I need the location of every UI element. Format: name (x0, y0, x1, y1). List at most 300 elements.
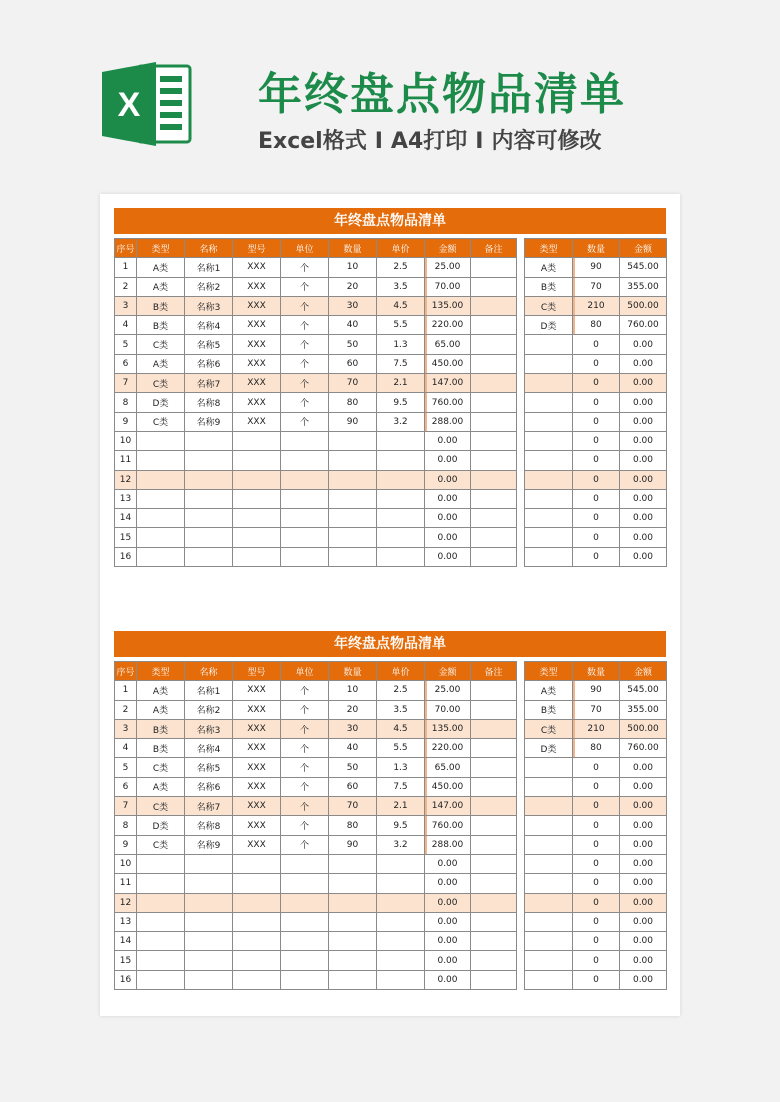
col-price-cell[interactable]: 5.5 (377, 739, 425, 758)
summary-qty-cell[interactable]: 0 (573, 335, 620, 354)
col-name-cell[interactable] (185, 470, 233, 489)
col-no-cell[interactable]: 10 (115, 854, 137, 873)
col-unit-cell[interactable]: 个 (281, 719, 329, 738)
col-amount-cell[interactable]: 65.00 (425, 335, 471, 354)
summary-qty-cell[interactable]: 0 (573, 893, 620, 912)
col-name-cell[interactable]: 名称9 (185, 412, 233, 431)
summary-type-cell[interactable] (525, 777, 573, 796)
col-type-cell[interactable] (137, 893, 185, 912)
summary-amount-cell[interactable]: 0.00 (620, 335, 667, 354)
col-no-cell[interactable]: 3 (115, 719, 137, 738)
col-name-cell[interactable]: 名称2 (185, 277, 233, 296)
col-qty-cell[interactable]: 60 (329, 777, 377, 796)
col-price-cell[interactable] (377, 874, 425, 893)
summary-amount-cell[interactable]: 0.00 (620, 354, 667, 373)
col-note-cell[interactable] (471, 893, 517, 912)
col-no-cell[interactable]: 4 (115, 739, 137, 758)
col-note-cell[interactable] (471, 816, 517, 835)
col-price-cell[interactable]: 9.5 (377, 816, 425, 835)
col-name-cell[interactable] (185, 528, 233, 547)
col-type-cell[interactable]: A类 (137, 354, 185, 373)
summary-amount-cell[interactable]: 0.00 (620, 932, 667, 951)
col-unit-cell[interactable] (281, 470, 329, 489)
col-qty-cell[interactable]: 10 (329, 258, 377, 277)
summary-amount-cell[interactable]: 0.00 (620, 528, 667, 547)
col-name-cell[interactable] (185, 489, 233, 508)
col-name-cell[interactable]: 名称8 (185, 393, 233, 412)
summary-amount-cell[interactable]: 0.00 (620, 758, 667, 777)
col-name-cell[interactable]: 名称7 (185, 797, 233, 816)
col-price-cell[interactable] (377, 951, 425, 970)
summary-qty-cell[interactable]: 0 (573, 354, 620, 373)
col-name-cell[interactable] (185, 854, 233, 873)
col-name-cell[interactable] (185, 431, 233, 450)
col-unit-cell[interactable] (281, 528, 329, 547)
summary-type-cell[interactable] (525, 816, 573, 835)
col-note-cell[interactable] (471, 431, 517, 450)
col-unit-cell[interactable]: 个 (281, 393, 329, 412)
col-amount-cell[interactable]: 0.00 (425, 951, 471, 970)
col-qty-cell[interactable] (329, 951, 377, 970)
col-unit-cell[interactable] (281, 951, 329, 970)
col-price-cell[interactable]: 3.2 (377, 835, 425, 854)
col-amount-cell[interactable]: 0.00 (425, 431, 471, 450)
summary-type-cell[interactable] (525, 451, 573, 470)
col-amount-cell[interactable]: 135.00 (425, 719, 471, 738)
col-note-cell[interactable] (471, 970, 517, 989)
col-price-cell[interactable] (377, 451, 425, 470)
col-unit-cell[interactable] (281, 893, 329, 912)
col-unit-cell[interactable]: 个 (281, 816, 329, 835)
col-name-cell[interactable]: 名称4 (185, 316, 233, 335)
col-type-cell[interactable]: A类 (137, 258, 185, 277)
col-model-cell[interactable]: XXX (233, 739, 281, 758)
col-type-cell[interactable]: C类 (137, 797, 185, 816)
col-type-cell[interactable]: A类 (137, 681, 185, 700)
col-amount-cell[interactable]: 220.00 (425, 739, 471, 758)
col-price-cell[interactable]: 3.2 (377, 412, 425, 431)
col-model-cell[interactable]: XXX (233, 412, 281, 431)
col-type-cell[interactable]: C类 (137, 374, 185, 393)
col-amount-cell[interactable]: 0.00 (425, 854, 471, 873)
summary-qty-cell[interactable]: 90 (573, 258, 620, 277)
col-model-cell[interactable]: XXX (233, 316, 281, 335)
col-note-cell[interactable] (471, 835, 517, 854)
col-no-cell[interactable]: 9 (115, 412, 137, 431)
col-unit-cell[interactable] (281, 912, 329, 931)
col-price-cell[interactable] (377, 854, 425, 873)
col-name-cell[interactable]: 名称3 (185, 296, 233, 315)
col-model-cell[interactable] (233, 893, 281, 912)
col-price-cell[interactable]: 7.5 (377, 777, 425, 796)
col-no-cell[interactable]: 15 (115, 951, 137, 970)
col-type-cell[interactable] (137, 970, 185, 989)
summary-type-cell[interactable] (525, 335, 573, 354)
col-type-cell[interactable]: D类 (137, 393, 185, 412)
summary-qty-cell[interactable]: 0 (573, 932, 620, 951)
col-type-cell[interactable] (137, 874, 185, 893)
summary-amount-cell[interactable]: 545.00 (620, 258, 667, 277)
col-qty-cell[interactable] (329, 932, 377, 951)
summary-qty-cell[interactable]: 0 (573, 489, 620, 508)
col-price-cell[interactable] (377, 509, 425, 528)
col-model-cell[interactable]: XXX (233, 816, 281, 835)
col-name-cell[interactable] (185, 932, 233, 951)
summary-type-cell[interactable] (525, 970, 573, 989)
summary-amount-cell[interactable]: 0.00 (620, 835, 667, 854)
col-type-cell[interactable]: B类 (137, 739, 185, 758)
col-name-cell[interactable] (185, 874, 233, 893)
col-name-cell[interactable]: 名称4 (185, 739, 233, 758)
col-model-cell[interactable] (233, 431, 281, 450)
summary-type-cell[interactable] (525, 758, 573, 777)
summary-amount-cell[interactable]: 355.00 (620, 277, 667, 296)
col-type-cell[interactable]: A类 (137, 777, 185, 796)
col-name-cell[interactable] (185, 970, 233, 989)
col-note-cell[interactable] (471, 874, 517, 893)
col-unit-cell[interactable] (281, 854, 329, 873)
summary-type-cell[interactable]: B类 (525, 700, 573, 719)
summary-amount-cell[interactable]: 760.00 (620, 316, 667, 335)
col-note-cell[interactable] (471, 681, 517, 700)
summary-type-cell[interactable] (525, 509, 573, 528)
col-unit-cell[interactable] (281, 509, 329, 528)
col-qty-cell[interactable] (329, 528, 377, 547)
col-name-cell[interactable]: 名称7 (185, 374, 233, 393)
col-qty-cell[interactable]: 30 (329, 719, 377, 738)
summary-type-cell[interactable]: A类 (525, 258, 573, 277)
summary-type-cell[interactable] (525, 489, 573, 508)
col-model-cell[interactable]: XXX (233, 719, 281, 738)
col-note-cell[interactable] (471, 489, 517, 508)
col-unit-cell[interactable]: 个 (281, 335, 329, 354)
col-note-cell[interactable] (471, 354, 517, 373)
col-unit-cell[interactable]: 个 (281, 412, 329, 431)
col-price-cell[interactable]: 2.1 (377, 797, 425, 816)
col-qty-cell[interactable]: 50 (329, 335, 377, 354)
col-name-cell[interactable]: 名称6 (185, 777, 233, 796)
col-model-cell[interactable] (233, 451, 281, 470)
summary-type-cell[interactable] (525, 951, 573, 970)
summary-qty-cell[interactable]: 0 (573, 874, 620, 893)
col-price-cell[interactable] (377, 912, 425, 931)
col-amount-cell[interactable]: 0.00 (425, 970, 471, 989)
col-amount-cell[interactable]: 760.00 (425, 393, 471, 412)
col-note-cell[interactable] (471, 777, 517, 796)
col-no-cell[interactable]: 16 (115, 970, 137, 989)
summary-type-cell[interactable] (525, 528, 573, 547)
col-model-cell[interactable]: XXX (233, 258, 281, 277)
col-no-cell[interactable]: 13 (115, 489, 137, 508)
col-no-cell[interactable]: 15 (115, 528, 137, 547)
col-model-cell[interactable]: XXX (233, 374, 281, 393)
col-no-cell[interactable]: 6 (115, 354, 137, 373)
col-qty-cell[interactable]: 10 (329, 681, 377, 700)
col-amount-cell[interactable]: 25.00 (425, 258, 471, 277)
col-type-cell[interactable]: C类 (137, 835, 185, 854)
col-model-cell[interactable] (233, 509, 281, 528)
col-no-cell[interactable]: 1 (115, 258, 137, 277)
col-name-cell[interactable]: 名称5 (185, 758, 233, 777)
col-amount-cell[interactable]: 147.00 (425, 374, 471, 393)
col-unit-cell[interactable]: 个 (281, 700, 329, 719)
col-unit-cell[interactable]: 个 (281, 374, 329, 393)
summary-type-cell[interactable] (525, 547, 573, 566)
summary-amount-cell[interactable]: 500.00 (620, 296, 667, 315)
col-amount-cell[interactable]: 135.00 (425, 296, 471, 315)
summary-amount-cell[interactable]: 0.00 (620, 431, 667, 450)
col-price-cell[interactable] (377, 489, 425, 508)
col-unit-cell[interactable] (281, 489, 329, 508)
col-qty-cell[interactable]: 70 (329, 374, 377, 393)
summary-type-cell[interactable]: A类 (525, 681, 573, 700)
col-amount-cell[interactable]: 0.00 (425, 893, 471, 912)
col-unit-cell[interactable] (281, 451, 329, 470)
col-name-cell[interactable]: 名称5 (185, 335, 233, 354)
summary-qty-cell[interactable]: 70 (573, 700, 620, 719)
summary-type-cell[interactable] (525, 932, 573, 951)
col-note-cell[interactable] (471, 951, 517, 970)
col-model-cell[interactable] (233, 470, 281, 489)
col-name-cell[interactable] (185, 509, 233, 528)
col-model-cell[interactable] (233, 854, 281, 873)
summary-qty-cell[interactable]: 80 (573, 316, 620, 335)
summary-type-cell[interactable]: C类 (525, 296, 573, 315)
summary-type-cell[interactable] (525, 912, 573, 931)
summary-amount-cell[interactable]: 0.00 (620, 489, 667, 508)
col-type-cell[interactable] (137, 932, 185, 951)
summary-qty-cell[interactable]: 0 (573, 854, 620, 873)
col-amount-cell[interactable]: 0.00 (425, 451, 471, 470)
summary-type-cell[interactable] (525, 354, 573, 373)
col-amount-cell[interactable]: 450.00 (425, 354, 471, 373)
col-name-cell[interactable]: 名称3 (185, 719, 233, 738)
col-amount-cell[interactable]: 288.00 (425, 412, 471, 431)
col-no-cell[interactable]: 6 (115, 777, 137, 796)
col-type-cell[interactable]: B类 (137, 316, 185, 335)
summary-amount-cell[interactable]: 0.00 (620, 374, 667, 393)
summary-amount-cell[interactable]: 0.00 (620, 393, 667, 412)
col-no-cell[interactable]: 16 (115, 547, 137, 566)
col-amount-cell[interactable]: 70.00 (425, 277, 471, 296)
col-model-cell[interactable] (233, 951, 281, 970)
summary-type-cell[interactable] (525, 854, 573, 873)
col-type-cell[interactable] (137, 509, 185, 528)
col-amount-cell[interactable]: 0.00 (425, 932, 471, 951)
col-type-cell[interactable] (137, 431, 185, 450)
col-amount-cell[interactable]: 288.00 (425, 835, 471, 854)
col-no-cell[interactable]: 1 (115, 681, 137, 700)
col-type-cell[interactable] (137, 547, 185, 566)
col-unit-cell[interactable]: 个 (281, 277, 329, 296)
summary-amount-cell[interactable]: 355.00 (620, 700, 667, 719)
col-type-cell[interactable] (137, 489, 185, 508)
col-price-cell[interactable]: 4.5 (377, 719, 425, 738)
col-note-cell[interactable] (471, 700, 517, 719)
col-amount-cell[interactable]: 0.00 (425, 509, 471, 528)
col-price-cell[interactable]: 3.5 (377, 700, 425, 719)
col-model-cell[interactable] (233, 489, 281, 508)
col-qty-cell[interactable] (329, 431, 377, 450)
summary-type-cell[interactable] (525, 431, 573, 450)
summary-type-cell[interactable] (525, 470, 573, 489)
summary-amount-cell[interactable]: 0.00 (620, 816, 667, 835)
col-name-cell[interactable] (185, 951, 233, 970)
col-price-cell[interactable]: 2.5 (377, 681, 425, 700)
col-qty-cell[interactable] (329, 912, 377, 931)
col-no-cell[interactable]: 5 (115, 758, 137, 777)
col-amount-cell[interactable]: 147.00 (425, 797, 471, 816)
col-no-cell[interactable]: 12 (115, 893, 137, 912)
col-amount-cell[interactable]: 220.00 (425, 316, 471, 335)
col-price-cell[interactable]: 1.3 (377, 758, 425, 777)
col-qty-cell[interactable]: 90 (329, 835, 377, 854)
col-no-cell[interactable]: 8 (115, 393, 137, 412)
col-price-cell[interactable] (377, 893, 425, 912)
col-type-cell[interactable]: C类 (137, 335, 185, 354)
col-unit-cell[interactable]: 个 (281, 354, 329, 373)
summary-amount-cell[interactable]: 760.00 (620, 739, 667, 758)
col-qty-cell[interactable]: 70 (329, 797, 377, 816)
col-model-cell[interactable]: XXX (233, 681, 281, 700)
col-amount-cell[interactable]: 70.00 (425, 700, 471, 719)
col-qty-cell[interactable]: 40 (329, 739, 377, 758)
col-model-cell[interactable]: XXX (233, 777, 281, 796)
col-price-cell[interactable]: 7.5 (377, 354, 425, 373)
col-amount-cell[interactable]: 0.00 (425, 470, 471, 489)
summary-qty-cell[interactable]: 70 (573, 277, 620, 296)
summary-qty-cell[interactable]: 0 (573, 509, 620, 528)
col-name-cell[interactable]: 名称8 (185, 816, 233, 835)
summary-amount-cell[interactable]: 0.00 (620, 777, 667, 796)
summary-qty-cell[interactable]: 90 (573, 681, 620, 700)
col-model-cell[interactable]: XXX (233, 296, 281, 315)
col-type-cell[interactable]: A类 (137, 700, 185, 719)
col-no-cell[interactable]: 12 (115, 470, 137, 489)
summary-type-cell[interactable]: D类 (525, 739, 573, 758)
summary-qty-cell[interactable]: 0 (573, 374, 620, 393)
col-type-cell[interactable]: C类 (137, 412, 185, 431)
col-unit-cell[interactable]: 个 (281, 797, 329, 816)
col-model-cell[interactable]: XXX (233, 354, 281, 373)
col-price-cell[interactable] (377, 528, 425, 547)
col-unit-cell[interactable] (281, 932, 329, 951)
summary-qty-cell[interactable]: 0 (573, 797, 620, 816)
summary-type-cell[interactable] (525, 393, 573, 412)
summary-type-cell[interactable] (525, 374, 573, 393)
col-note-cell[interactable] (471, 932, 517, 951)
summary-qty-cell[interactable]: 0 (573, 777, 620, 796)
col-unit-cell[interactable]: 个 (281, 777, 329, 796)
summary-type-cell[interactable] (525, 412, 573, 431)
col-name-cell[interactable]: 名称6 (185, 354, 233, 373)
col-no-cell[interactable]: 14 (115, 509, 137, 528)
col-price-cell[interactable] (377, 970, 425, 989)
col-no-cell[interactable]: 4 (115, 316, 137, 335)
col-amount-cell[interactable]: 0.00 (425, 528, 471, 547)
col-price-cell[interactable]: 1.3 (377, 335, 425, 354)
col-unit-cell[interactable] (281, 431, 329, 450)
col-note-cell[interactable] (471, 258, 517, 277)
col-type-cell[interactable]: D类 (137, 816, 185, 835)
summary-amount-cell[interactable]: 0.00 (620, 874, 667, 893)
col-no-cell[interactable]: 2 (115, 700, 137, 719)
summary-qty-cell[interactable]: 0 (573, 470, 620, 489)
summary-qty-cell[interactable]: 80 (573, 739, 620, 758)
col-price-cell[interactable]: 9.5 (377, 393, 425, 412)
col-qty-cell[interactable]: 20 (329, 700, 377, 719)
col-note-cell[interactable] (471, 316, 517, 335)
col-amount-cell[interactable]: 0.00 (425, 874, 471, 893)
col-note-cell[interactable] (471, 797, 517, 816)
col-no-cell[interactable]: 2 (115, 277, 137, 296)
col-no-cell[interactable]: 11 (115, 451, 137, 470)
col-note-cell[interactable] (471, 758, 517, 777)
col-model-cell[interactable]: XXX (233, 797, 281, 816)
summary-amount-cell[interactable]: 545.00 (620, 681, 667, 700)
col-type-cell[interactable] (137, 528, 185, 547)
col-name-cell[interactable] (185, 547, 233, 566)
summary-amount-cell[interactable]: 0.00 (620, 412, 667, 431)
summary-qty-cell[interactable]: 0 (573, 758, 620, 777)
col-note-cell[interactable] (471, 412, 517, 431)
col-note-cell[interactable] (471, 451, 517, 470)
col-amount-cell[interactable]: 0.00 (425, 912, 471, 931)
col-type-cell[interactable]: B类 (137, 719, 185, 738)
summary-amount-cell[interactable]: 0.00 (620, 509, 667, 528)
col-no-cell[interactable]: 8 (115, 816, 137, 835)
col-type-cell[interactable]: A类 (137, 277, 185, 296)
col-model-cell[interactable]: XXX (233, 393, 281, 412)
summary-type-cell[interactable]: B类 (525, 277, 573, 296)
col-model-cell[interactable] (233, 932, 281, 951)
col-qty-cell[interactable]: 50 (329, 758, 377, 777)
col-qty-cell[interactable] (329, 874, 377, 893)
col-note-cell[interactable] (471, 509, 517, 528)
col-qty-cell[interactable] (329, 970, 377, 989)
summary-qty-cell[interactable]: 0 (573, 412, 620, 431)
summary-amount-cell[interactable]: 0.00 (620, 797, 667, 816)
col-note-cell[interactable] (471, 547, 517, 566)
col-qty-cell[interactable] (329, 893, 377, 912)
summary-qty-cell[interactable]: 210 (573, 296, 620, 315)
col-qty-cell[interactable]: 90 (329, 412, 377, 431)
summary-qty-cell[interactable]: 210 (573, 719, 620, 738)
summary-type-cell[interactable] (525, 835, 573, 854)
summary-amount-cell[interactable]: 0.00 (620, 854, 667, 873)
summary-qty-cell[interactable]: 0 (573, 835, 620, 854)
col-no-cell[interactable]: 13 (115, 912, 137, 931)
col-model-cell[interactable] (233, 970, 281, 989)
col-type-cell[interactable]: B类 (137, 296, 185, 315)
col-price-cell[interactable]: 3.5 (377, 277, 425, 296)
col-amount-cell[interactable]: 760.00 (425, 816, 471, 835)
col-qty-cell[interactable]: 80 (329, 816, 377, 835)
col-name-cell[interactable] (185, 893, 233, 912)
col-qty-cell[interactable]: 30 (329, 296, 377, 315)
col-note-cell[interactable] (471, 470, 517, 489)
summary-amount-cell[interactable]: 0.00 (620, 970, 667, 989)
col-qty-cell[interactable] (329, 854, 377, 873)
col-type-cell[interactable] (137, 912, 185, 931)
col-name-cell[interactable]: 名称1 (185, 258, 233, 277)
col-qty-cell[interactable] (329, 470, 377, 489)
col-model-cell[interactable] (233, 547, 281, 566)
col-amount-cell[interactable]: 25.00 (425, 681, 471, 700)
col-unit-cell[interactable]: 个 (281, 739, 329, 758)
col-no-cell[interactable]: 10 (115, 431, 137, 450)
summary-qty-cell[interactable]: 0 (573, 393, 620, 412)
